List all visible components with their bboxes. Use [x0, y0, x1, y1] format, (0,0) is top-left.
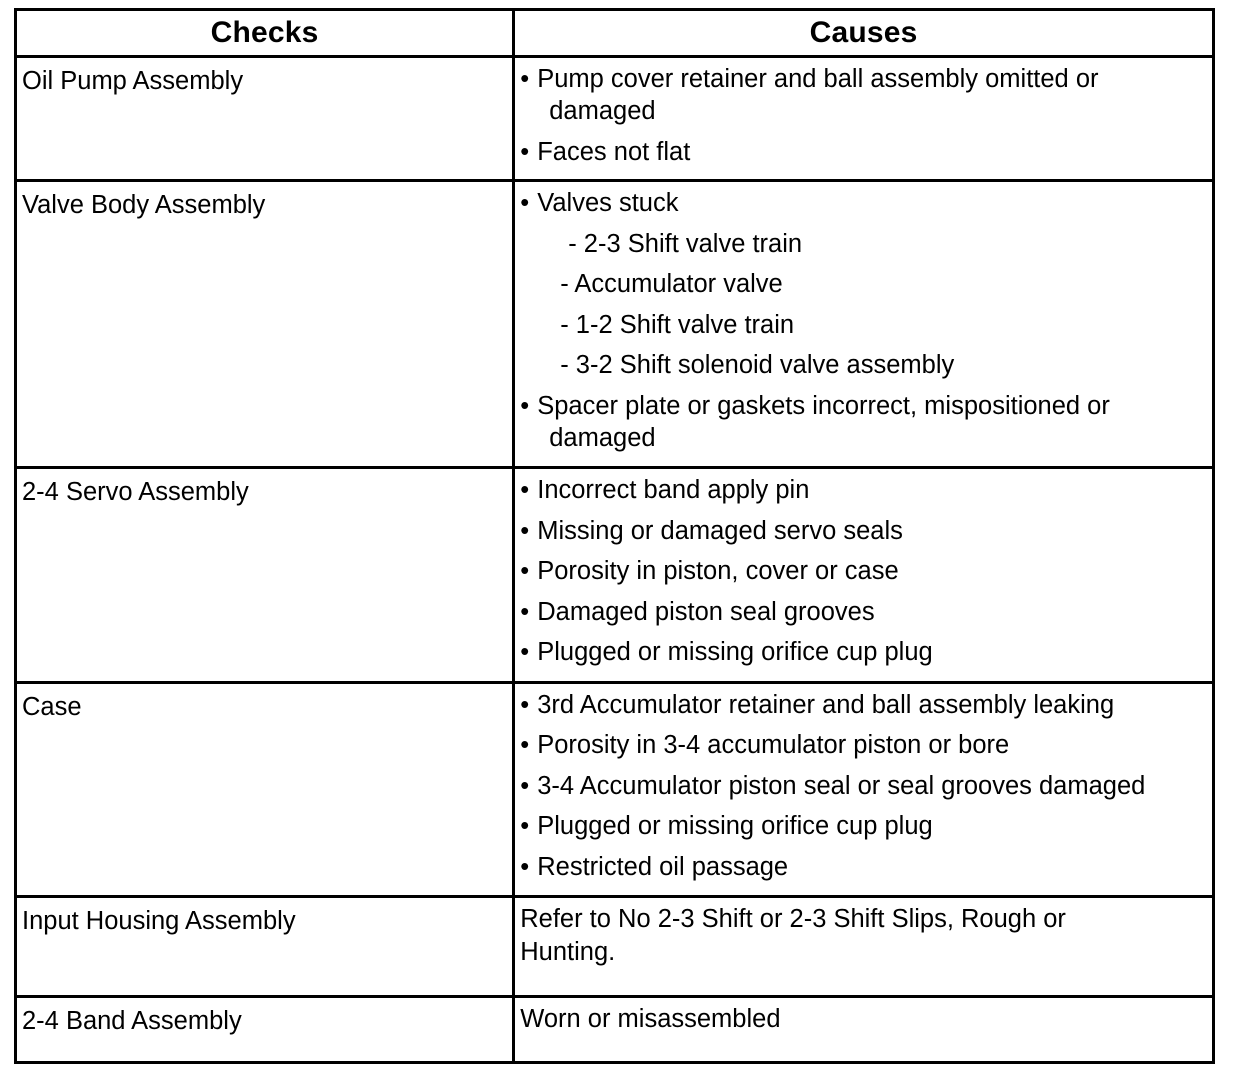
causes-cell	[514, 468, 1214, 682]
bullet-icon: •	[520, 557, 530, 586]
cause-text: Pump cover retainer and ball assembly omitted or	[537, 65, 1099, 94]
causes-cell	[514, 996, 1214, 1062]
cause-text: Plugged or missing orifice cup plug	[537, 812, 933, 841]
check-cell	[16, 996, 514, 1062]
bullet-icon: •	[520, 137, 530, 166]
cause-text: 3-4 Accumulator piston seal or seal grooves damaged	[537, 771, 1146, 800]
check-cell	[16, 181, 514, 468]
bullet-icon: •	[520, 476, 530, 505]
cause-text: Restricted oil passage	[537, 852, 789, 881]
causes-cell	[514, 57, 1214, 181]
checks-header: Checks	[16, 10, 514, 57]
cause-item	[520, 729, 1212, 761]
cause-text: Incorrect band apply pin	[537, 476, 810, 505]
cause-text-continued: damaged	[549, 97, 656, 126]
bullet-icon: •	[520, 516, 530, 545]
cause-text: Spacer plate or gaskets incorrect, mispositioned or	[537, 391, 1110, 420]
cause-text: Porosity in piston, cover or case	[537, 557, 899, 586]
bullet-icon: •	[520, 812, 530, 841]
check-label: Valve Body Assembly	[22, 191, 266, 220]
cause-text-continued: damaged	[549, 423, 656, 452]
cause-item	[520, 555, 1212, 587]
cause-text: Missing or damaged servo seals	[537, 516, 903, 545]
cause-item	[520, 63, 1212, 127]
bullet-icon: •	[520, 731, 530, 760]
causes-cell	[514, 682, 1214, 896]
cause-item	[520, 474, 1212, 506]
causes-cell	[514, 896, 1214, 996]
cause-text: Valves stuck	[537, 189, 679, 218]
cause-subitem: - Accumulator valve	[560, 270, 783, 299]
check-label: 2-4 Servo Assembly	[22, 478, 249, 507]
check-cell	[16, 896, 514, 996]
cause-item	[520, 851, 1212, 883]
cause-item	[520, 515, 1212, 547]
table-row	[16, 896, 1214, 996]
cause-text: Damaged piston seal grooves	[537, 597, 875, 626]
bullet-icon: •	[520, 391, 530, 420]
bullet-icon: •	[520, 771, 530, 800]
cause-item	[520, 636, 1212, 668]
check-cell	[16, 57, 514, 181]
cause-subitem: - 1-2 Shift valve train	[560, 310, 795, 339]
cause-text: Refer to No 2-3 Shift or 2-3 Shift Slips, Rough or	[520, 904, 1066, 933]
table-row	[16, 996, 1214, 1062]
cause-item	[520, 390, 1212, 454]
cause-item	[520, 187, 1212, 219]
table-row	[16, 57, 1214, 181]
cause-item	[520, 689, 1212, 721]
table-row	[16, 468, 1214, 682]
header-row	[16, 10, 1214, 57]
cause-text: Faces not flat	[537, 137, 691, 166]
check-cell	[16, 468, 514, 682]
bullet-icon: •	[520, 690, 530, 719]
bullet-icon: •	[520, 65, 530, 94]
check-cell	[16, 682, 514, 896]
cause-text: Plugged or missing orifice cup plug	[537, 638, 933, 667]
bullet-icon: •	[520, 852, 530, 881]
cause-item	[520, 596, 1212, 628]
table-row	[16, 682, 1214, 896]
diagnosis-table	[14, 8, 1215, 1064]
bullet-icon: •	[520, 597, 530, 626]
check-label: Oil Pump Assembly	[22, 67, 244, 96]
cause-item	[520, 770, 1212, 802]
causes-cell	[514, 181, 1214, 468]
cause-item	[520, 136, 1212, 168]
bullet-icon: •	[520, 189, 530, 218]
cause-text: Worn or misassembled	[520, 1004, 781, 1033]
table-row	[16, 181, 1214, 468]
cause-subitem: - 3-2 Shift solenoid valve assembly	[560, 351, 955, 380]
bullet-icon: •	[520, 638, 530, 667]
cause-text-continued: Hunting.	[520, 937, 616, 966]
check-label: Input Housing Assembly	[22, 906, 296, 935]
cause-subitem: - 2-3 Shift valve train	[568, 229, 803, 258]
check-label: 2-4 Band Assembly	[22, 1006, 242, 1035]
cause-text: 3rd Accumulator retainer and ball assembly leaking	[537, 690, 1115, 719]
check-label: Case	[22, 692, 82, 721]
cause-item	[520, 810, 1212, 842]
causes-header: Causes	[514, 10, 1214, 57]
cause-text: Porosity in 3-4 accumulator piston or bore	[537, 731, 1010, 760]
